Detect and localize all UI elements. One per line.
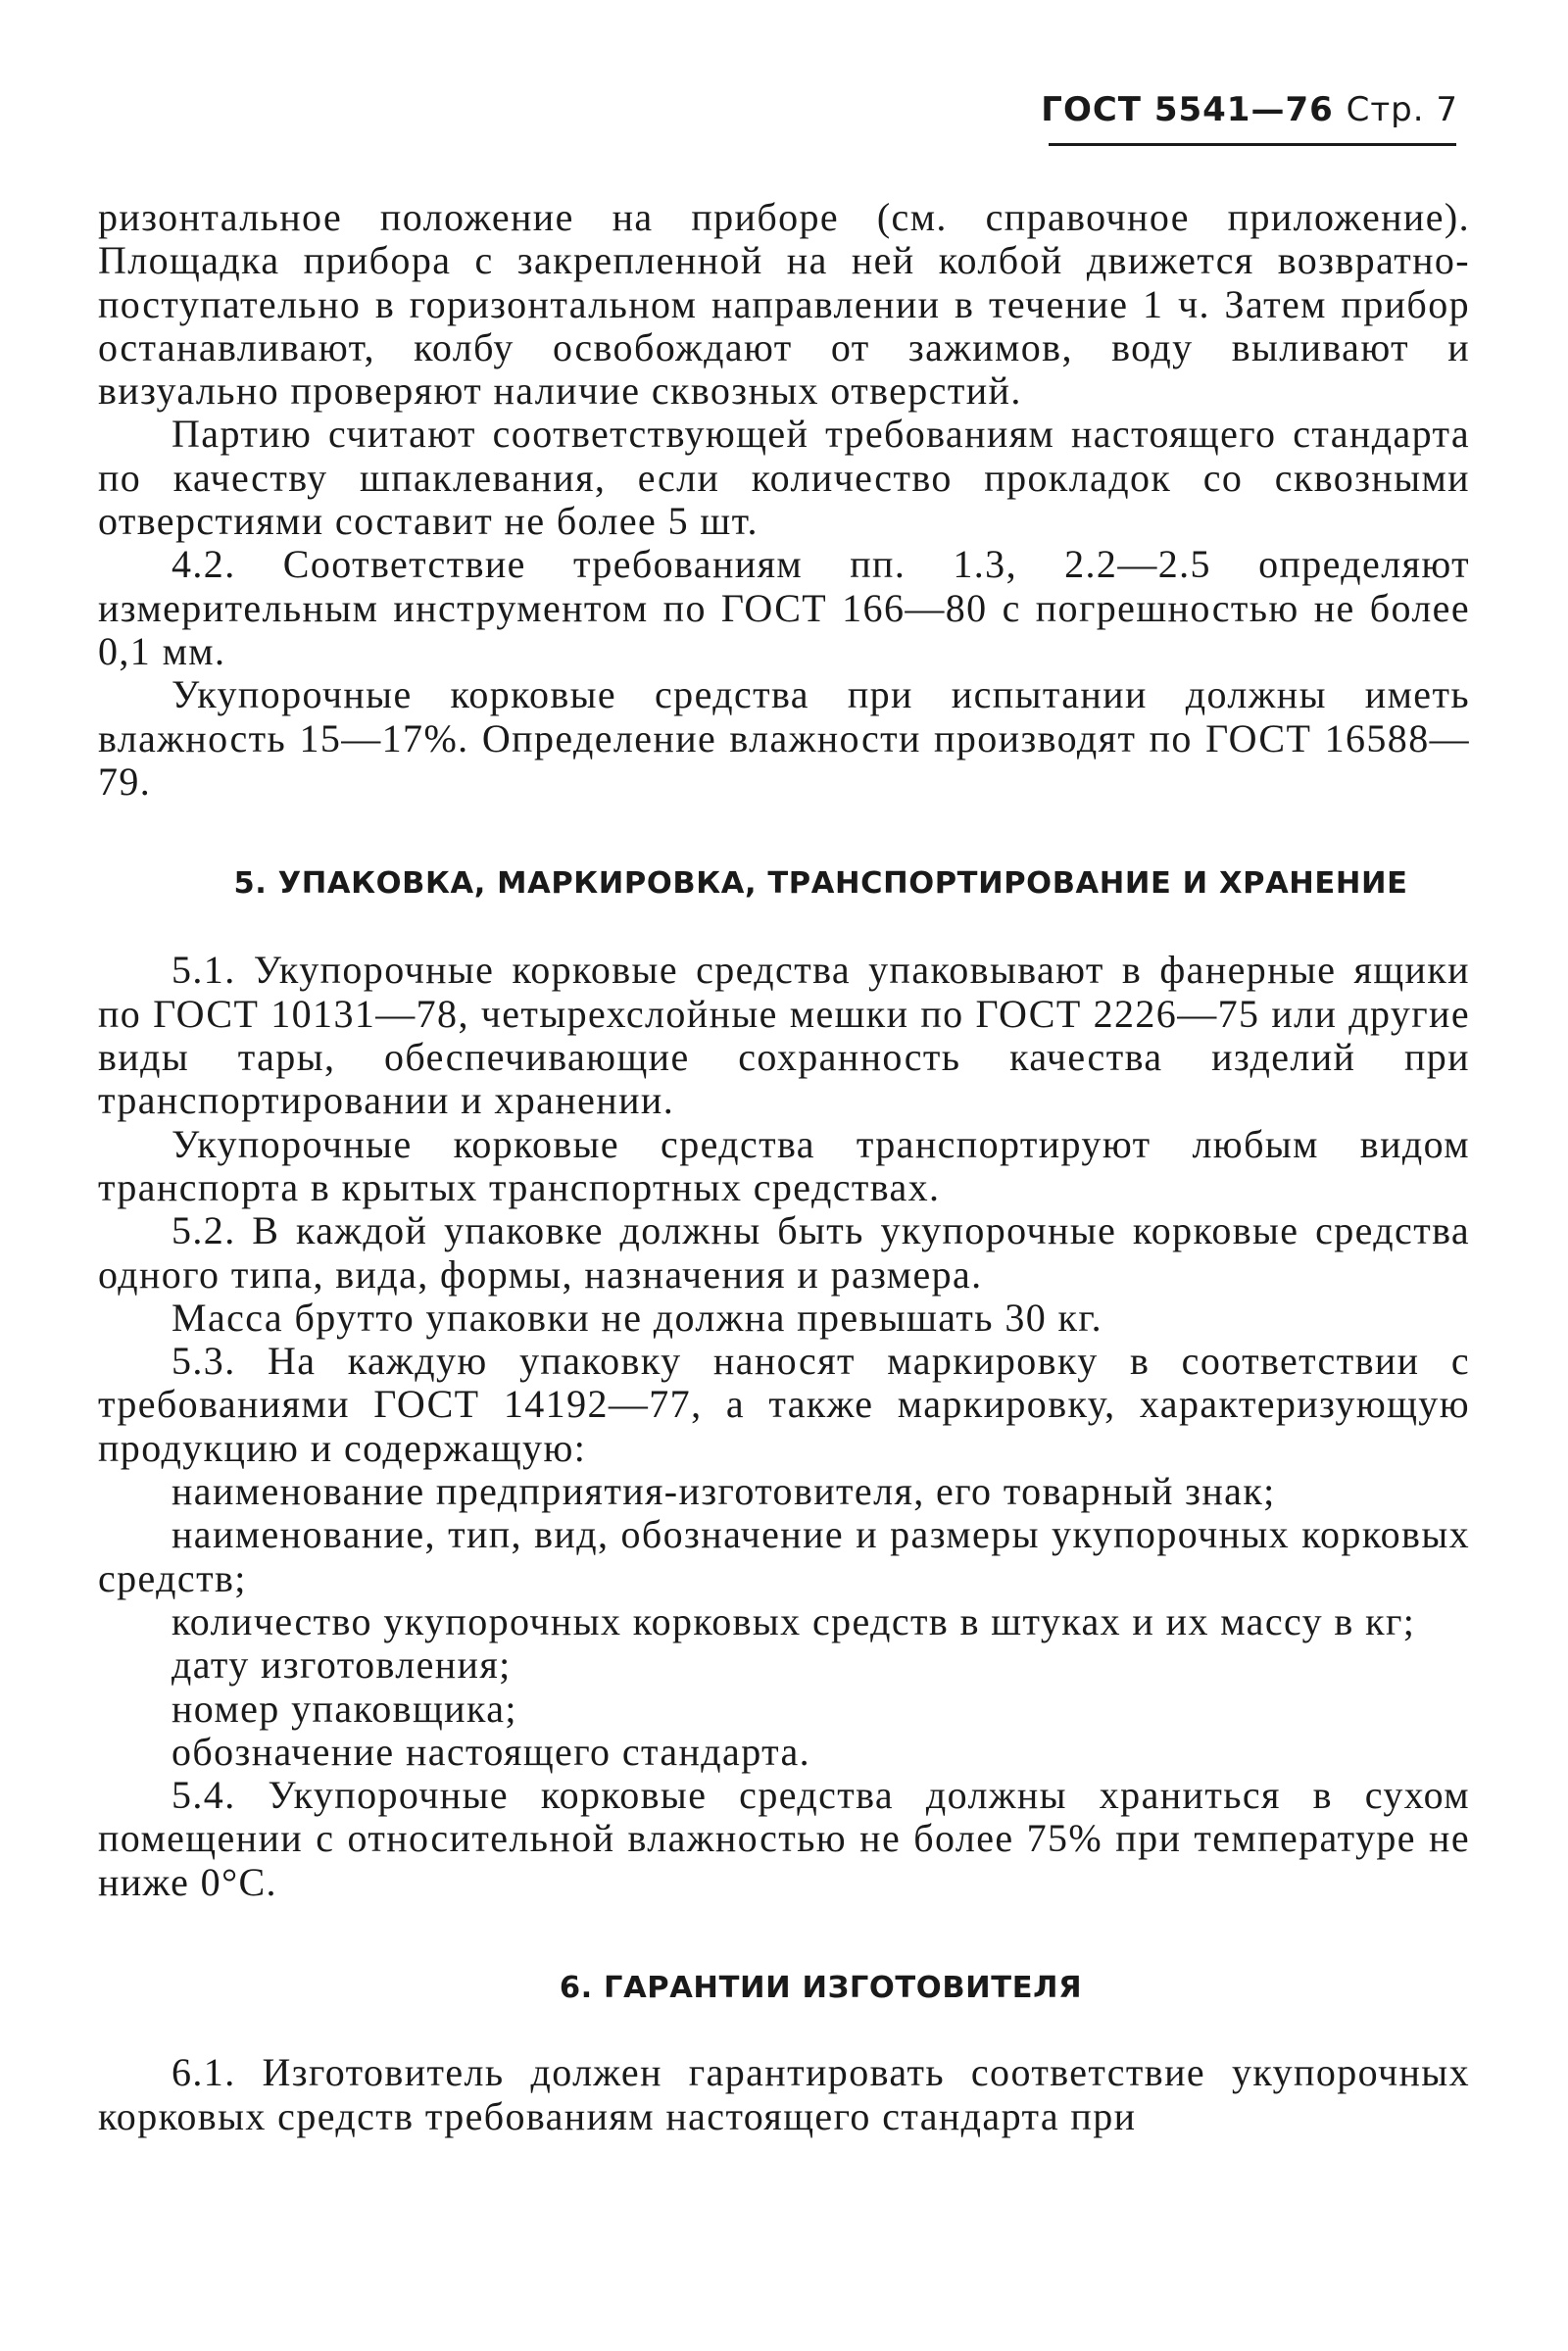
paragraph: Масса брутто упаковки не должна превышать 30 кг. [172, 1295, 1103, 1340]
running-header [1041, 90, 1458, 129]
paragraph: 6.1. Изготовитель должен гарантировать соответствие укупорочных корковых средств требованиям настоящего стандарта при [98, 2050, 1470, 2138]
section-heading: 6. ГАРАНТИИ ИЗГОТОВИТЕЛЯ [559, 1970, 1083, 2005]
section-heading: 5. УПАКОВКА, МАРКИРОВКА, ТРАНСПОРТИРОВАНИЕ И ХРАНЕНИЕ [233, 866, 1408, 902]
paragraph: 5.1. Укупорочные корковые средства упаковывают в фанерные ящики по ГОСТ 10131—78, четырехслойные мешки по ГОСТ 2226—75 или другие виды тары, обеспечивающие сохранность качества изделий при транспортировании и хранении. [98, 948, 1470, 1123]
document-body [98, 196, 1470, 2138]
paragraph: Партию считают соответствующей требованиям настоящего стандарта по качеству шпаклевания, если количество прокладок со сквозными отверстиями составит не более 5 шт. [98, 412, 1470, 544]
list-item: наименование, тип, вид, обозначение и размеры укупорочных корковых средств; [98, 1512, 1470, 1600]
list-item: наименование предприятия-изготовителя, его товарный знак; [172, 1469, 1276, 1514]
paragraph: 5.3. На каждую упаковку наносят маркировку в соответствии с требованиями ГОСТ 14192—77, а также маркировку, характеризующую продукцию и содержащую: [98, 1339, 1470, 1470]
paragraph: 4.2. Соответствие требованиям пп. 1.3, 2.2—2.5 определяют измерительным инструментом по ГОСТ 166—80 с погрешностью не более 0,1 мм. [98, 542, 1470, 673]
list-item: дату изготовления; [172, 1642, 512, 1688]
list-item: номер упаковщика; [172, 1686, 517, 1731]
paragraph: Укупорочные корковые средства при испытании должны иметь влажность 15—17%. Определение влажности производят по ГОСТ 16588—79. [98, 672, 1470, 804]
document-code: ГОСТ 5541—76 [1041, 90, 1334, 129]
list-item: количество укупорочных корковых средств в штуках и их массу в кг; [172, 1598, 1416, 1643]
list-item: обозначение настоящего стандарта. [172, 1729, 811, 1774]
page-number: Стр. 7 [1346, 90, 1458, 129]
paragraph: Укупорочные корковые средства транспортируют любым видом транспорта в крытых транспортных средствах. [98, 1121, 1470, 1209]
paragraph: ризонтальное положение на приборе (см. справочное приложение). Площадка прибора с закрепленной на ней колбой движется возвратно-поступательно в горизонтальном направлении в течение 1 ч. Затем прибор останавливают, колбу освобождают от зажимов, воду выливают и визуально проверяют наличие сквозных отверстий. [98, 195, 1470, 414]
paragraph: 5.2. В каждой упаковке должны быть укупорочные корковые средства одного типа, вида, формы, назначения и размера. [98, 1208, 1470, 1297]
paragraph: 5.4. Укупорочные корковые средства должны храниться в сухом помещении с относительной влажностью не более 75% при температуре не ниже 0°С. [98, 1773, 1470, 1904]
header-rule [1049, 143, 1456, 146]
